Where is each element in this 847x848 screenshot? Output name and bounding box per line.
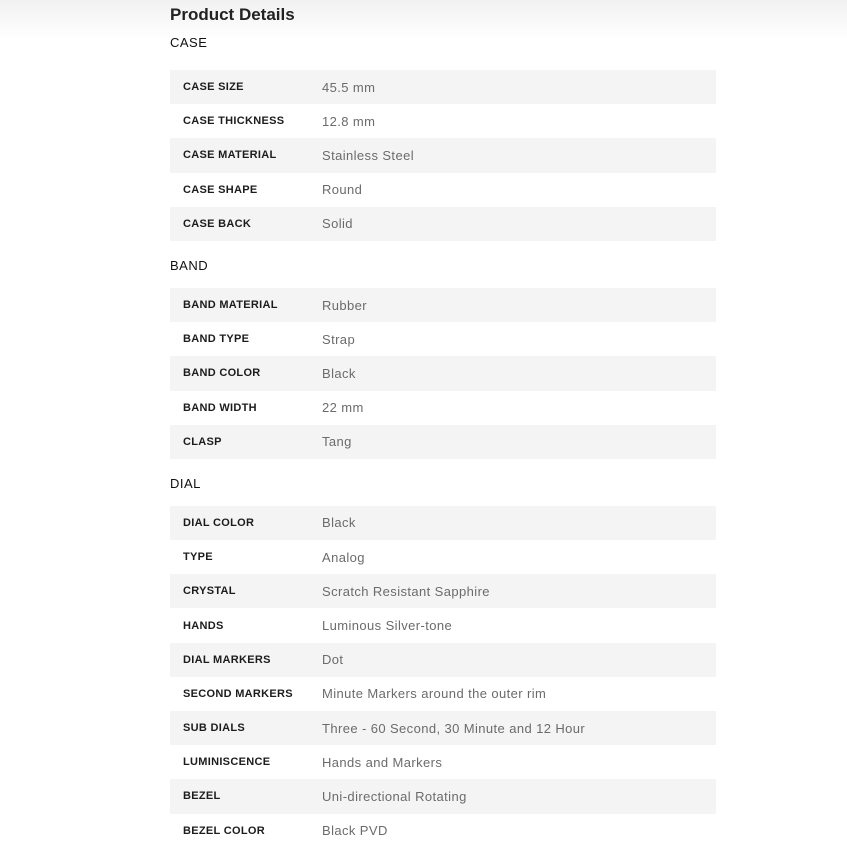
spec-label: HANDS [183,619,224,632]
spec-row-case-material [170,138,716,172]
spec-value: Solid [322,216,353,232]
product-details-panel [170,0,716,848]
section-dial [170,474,716,848]
spec-label: CRYSTAL [183,585,236,598]
spec-value: Rubber [322,297,368,313]
spec-value: Minute Markers around the outer rim [322,686,547,702]
spec-row-case-size [170,70,716,104]
spec-label: CASE SIZE [183,81,244,94]
spec-row-case-shape [170,173,716,207]
section-case [170,33,716,241]
spec-label: CASE SHAPE [183,183,258,196]
spec-value: Round [322,182,363,198]
spec-row-dial-color [170,506,716,540]
spec-value: Black PVD [322,823,388,839]
spec-value: Black [322,365,356,381]
spec-value: Analog [322,549,365,565]
spec-label: TYPE [183,551,213,564]
spec-row-case-thickness [170,104,716,138]
spec-value: Scratch Resistant Sapphire [322,583,490,599]
spec-row-band-color [170,356,716,390]
spec-value: Luminous Silver-tone [322,618,453,634]
spec-label: LUMINISCENCE [183,756,271,769]
section-title-dial: DIAL [170,475,201,491]
spec-row-dial-markers [170,643,716,677]
spec-label: BEZEL COLOR [183,824,265,837]
spec-label: SECOND MARKERS [183,687,293,700]
spec-row-hands [170,608,716,642]
spec-table-dial [170,506,716,848]
section-title-case: CASE [170,35,208,50]
section-title-band: BAND [170,257,209,273]
spec-label: CASE MATERIAL [183,149,277,162]
spec-value: Uni-directional Rotating [322,788,467,804]
spec-label: BEZEL [183,790,221,803]
spec-value: Hands and Markers [322,754,443,770]
spec-row-luminiscence [170,745,716,779]
spec-label: BAND TYPE [183,333,250,346]
spec-label: SUB DIALS [183,722,245,735]
spec-value: Stainless Steel [322,147,414,163]
spec-row-second-markers [170,677,716,711]
spec-value: 22 mm [322,400,364,416]
spec-label: CLASP [183,435,222,448]
spec-value: 12.8 mm [322,113,376,129]
spec-value: Black [322,515,356,531]
section-band [170,256,716,459]
spec-label: DIAL MARKERS [183,653,271,666]
spec-row-case-back [170,207,716,241]
spec-row-band-width [170,391,716,425]
spec-row-bezel [170,779,716,813]
spec-table-case [170,70,716,241]
spec-label: BAND MATERIAL [183,299,278,312]
spec-label: BAND COLOR [183,367,261,380]
spec-value: Tang [322,434,352,450]
spec-value: Dot [322,652,344,668]
page-title: Product Details [170,5,295,24]
spec-label: DIAL COLOR [183,516,255,529]
spec-row-crystal [170,574,716,608]
spec-label: CASE BACK [183,217,252,230]
spec-table-band [170,288,716,459]
spec-value: Three - 60 Second, 30 Minute and 12 Hour [322,720,586,736]
spec-row-clasp [170,425,716,459]
spec-value: Strap [322,331,356,347]
spec-label: CASE THICKNESS [183,115,285,128]
spec-row-sub-dials [170,711,716,745]
spec-row-type [170,540,716,574]
spec-label: BAND WIDTH [183,401,257,414]
spec-value: 45.5 mm [322,79,376,95]
spec-row-band-type [170,322,716,356]
spec-row-bezel-color [170,814,716,848]
spec-row-band-material [170,288,716,322]
